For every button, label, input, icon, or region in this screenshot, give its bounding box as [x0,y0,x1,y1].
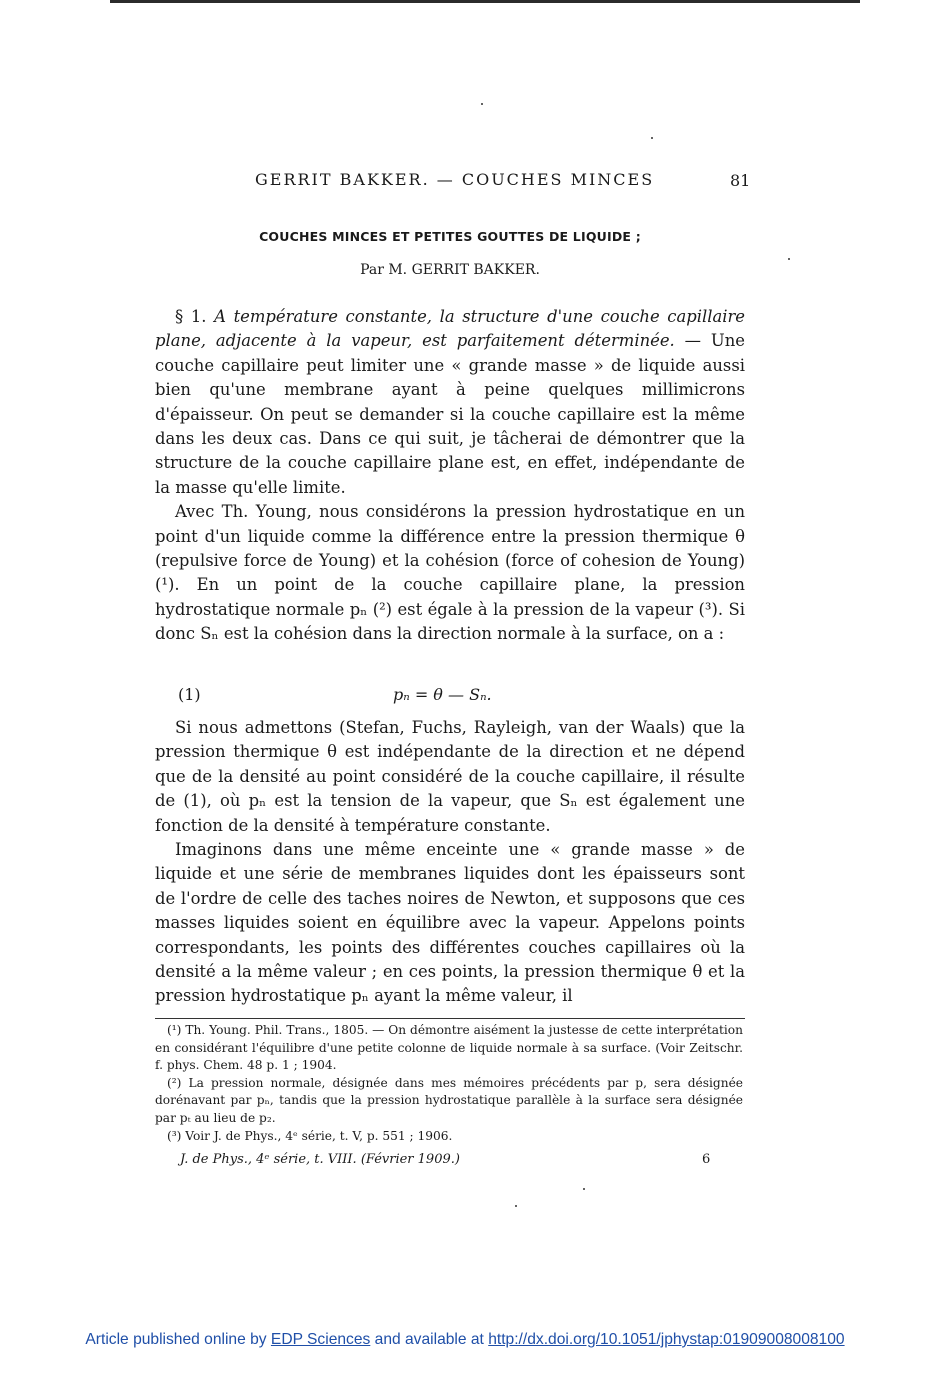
scan-speck [651,137,653,139]
journal-reference: J. de Phys., 4ᵉ série, t. VIII. (Février 1909.) [180,1152,460,1167]
footnotes [155,1022,743,1145]
body-block-1 [155,305,745,647]
equation-number: (1) [178,685,201,704]
equation-1 [178,685,748,711]
publisher-note-middle: and available at [370,1331,489,1348]
footnote-rule [155,1018,745,1019]
doi-link[interactable]: http://dx.doi.org/10.1051/jphystap:01909008008100 [488,1331,845,1348]
publisher-note [0,1331,930,1349]
scan-speck [788,258,790,260]
equation-body: pₙ = θ — Sₙ. [393,685,492,704]
page-number: 81 [730,171,751,190]
section-mark: § 1. [175,307,215,326]
body-block-2 [155,716,745,1009]
sheet-signature: 6 [702,1152,711,1167]
scan-speck [481,103,483,105]
scan-speck [583,1188,585,1190]
publisher-note-prefix: Article published online by [85,1331,271,1348]
running-head: GERRIT BAKKER. — COUCHES MINCES [255,170,655,189]
paragraph-section-1 [155,305,745,500]
paragraph: Avec Th. Young, nous considérons la pression hydrostatique en un point d'un liquide comme la différence entre la pression thermique θ (repulsive force de Young) et la cohésion (force of cohesion de Young) (¹). En un point de la couche capillaire plane, la pression hydrostatique normale pₙ (²) est égale à la pression de la vapeur (³). Si donc Sₙ est la cohésion dans la direction normale à la surface, on a : [155,502,745,644]
footnote-3: (³) Voir J. de Phys., 4ᵉ série, t. V, p. 551 ; 1906. [167,1128,453,1143]
paragraph: Si nous admettons (Stefan, Fuchs, Rayleigh, van der Waals) que la pression thermique θ est indépendante de la direction et ne dépend que de la densité au point considéré de la couche capillaire, il résulte de (1), où pₙ est la tension de la vapeur, que Sₙ est également une fonction de la densité à température constante. [155,718,745,835]
scan-speck [515,1205,517,1207]
article-byline: Par M. GERRIT BAKKER. [360,262,540,278]
article-title: COUCHES MINCES ET PETITES GOUTTES DE LIQUIDE ; [259,229,641,244]
paragraph-text: Une couche capillaire peut limiter une « grande masse » de liquide aussi bien qu'une membrane ayant à peine quelques millimicrons d'épaisseur. On peut se demander si la couche capillaire est la même dans les deux cas. Dans ce qui suit, je tâcherai de démontrer que la structure de la couche capillaire plane est, en effet, indépendante de la masse qu'elle limite. [155,331,746,497]
publisher-link[interactable]: EDP Sciences [270,1331,371,1348]
paragraph: Imaginons dans une même enceinte une « grande masse » de liquide et une série de membranes liquides dont les épaisseurs sont de l'ordre de celle des taches noires de Newton, et supposons que ces masses liquides soient en équilibre avec la vapeur. Appelons points correspondants, les points des différentes couches capillaires où la densité a la même valeur ; en ces points, la pression thermique θ et la pression hydrostatique pₙ ayant la même valeur, il [155,840,745,1006]
footnote-1: (¹) Th. Young. Phil. Trans., 1805. — On démontre aisément la justesse de cette interprétation en considérant l'équilibre d'une petite colonne de liquide normale à sa surface. (Voir Zeitschr. f. phys. Chem. 48 p. 1 ; 1904. [155,1023,743,1073]
scan-edge-band [110,0,860,3]
footnote-2: (²) La pression normale, désignée dans mes mémoires précédents par p, sera désignée dorénavant par pₙ, tandis que la pression hydrostatique parallèle à la surface sera désignée par pₜ au lieu de p₂. [155,1075,743,1125]
section-heading: A température constante, la structure d'une couche capillaire plane, adjacente à la vapeur, est parfaitement déterminée. — [155,307,745,351]
